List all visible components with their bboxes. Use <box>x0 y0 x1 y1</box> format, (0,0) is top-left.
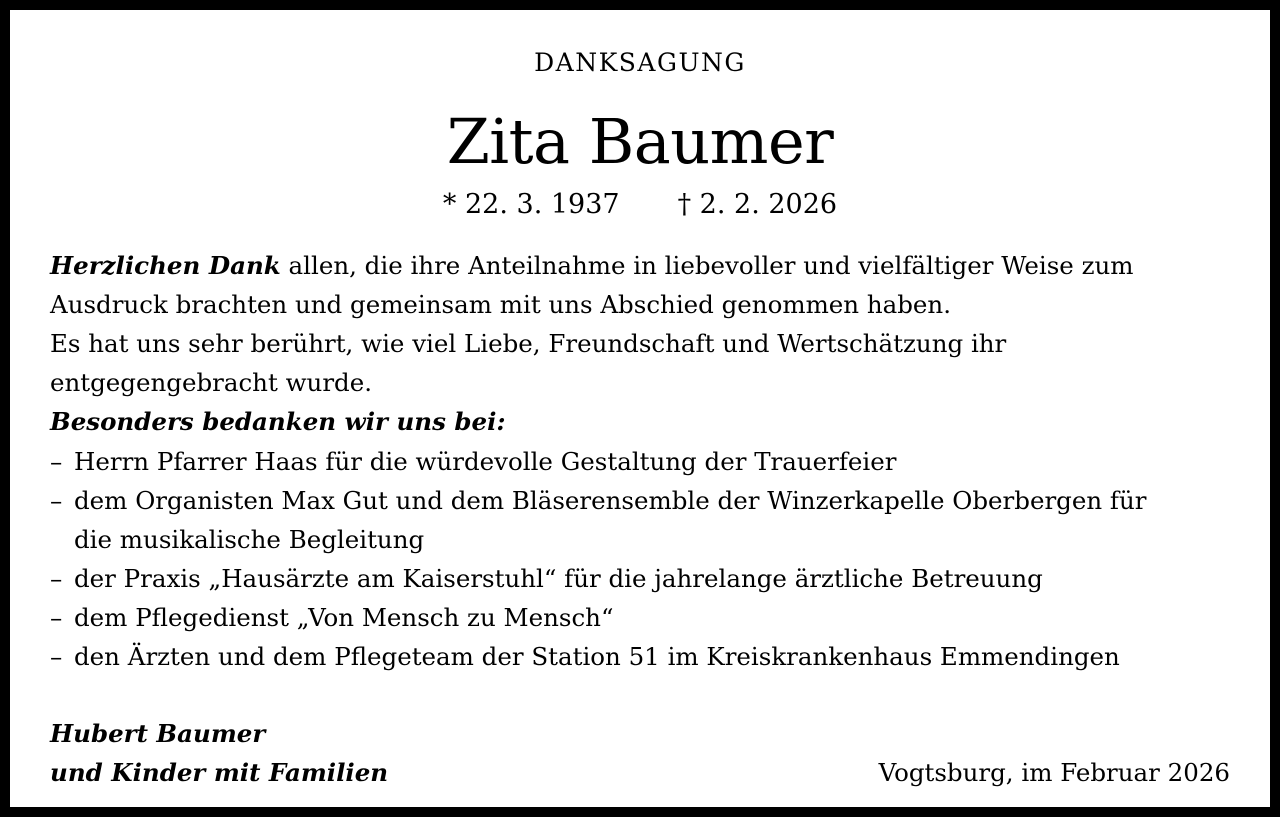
thanks-lead: Herzlichen Dank <box>50 251 281 280</box>
place-and-date: Vogtsburg, im Februar 2026 <box>878 758 1230 787</box>
signature-block <box>50 714 388 792</box>
list-item <box>50 481 1230 559</box>
list-item-text: den Ärzten und dem Pflegeteam der Station 51 im Kreiskrankenhaus Emmendingen <box>74 642 1120 671</box>
list-dash: – <box>50 603 63 632</box>
list-dash: – <box>50 486 63 515</box>
list-item-text: dem Pflegedienst „Von Mensch zu Mensch“ <box>74 603 614 632</box>
list-item-text: der Praxis „Hausärzte am Kaiserstuhl“ für die jahrelange ärztliche Betreuung <box>74 564 1043 593</box>
notice-footer <box>50 714 1230 794</box>
list-dash: – <box>50 642 63 671</box>
deceased-name: Zita Baumer <box>446 105 834 178</box>
thanks-paragraph <box>50 246 1230 324</box>
birth-date: * 22. 3. 1937 <box>442 189 620 220</box>
list-item <box>50 442 1230 481</box>
life-dates <box>10 188 1270 222</box>
thanks-text: allen, die ihre Anteilnahme in liebevoller und vielfältiger Weise zum Ausdruck brachten und gemeinsam mit uns Abschied genommen haben. <box>50 251 1134 319</box>
notice-heading: DANKSAGUNG <box>534 48 746 77</box>
list-item <box>50 637 1230 676</box>
list-dash: – <box>50 447 63 476</box>
thanks-list <box>50 442 1230 676</box>
signature-name: Hubert Baumer <box>50 719 266 748</box>
list-dash: – <box>50 564 63 593</box>
list-item-text: Herrn Pfarrer Haas für die würdevolle Gestaltung der Trauerfeier <box>74 447 897 476</box>
signature-family: und Kinder mit Familien <box>50 758 389 787</box>
list-item <box>50 598 1230 637</box>
death-date: † 2. 2. 2026 <box>677 189 838 220</box>
notice-body <box>50 246 1230 676</box>
special-thanks-label: Besonders bedanken wir uns bei: <box>50 407 506 436</box>
list-item-text: dem Organisten Max Gut und dem Bläserensemble der Winzerkapelle Oberbergen für die musikalische Begleitung <box>74 486 1147 554</box>
touched-paragraph: Es hat uns sehr berührt, wie viel Liebe, Freundschaft und Wertschätzung ihr entgegengebracht wurde. <box>50 329 1007 397</box>
list-item <box>50 559 1230 598</box>
